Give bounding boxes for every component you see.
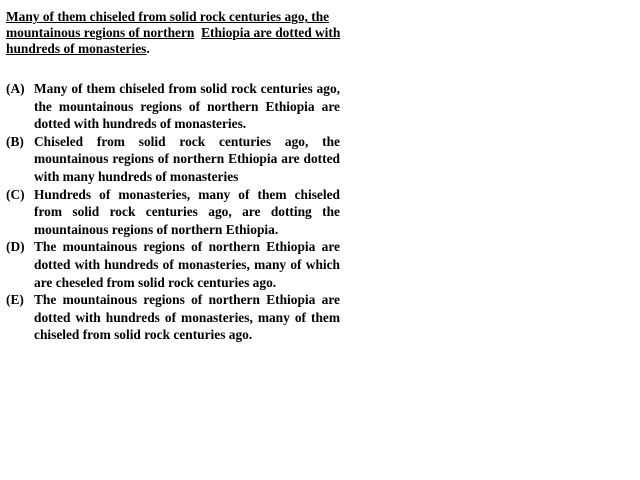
stem-underlined-text: Many of them chiseled from solid rock centuries [6, 9, 285, 24]
choice-e[interactable] [6, 291, 346, 344]
choice-letter: (A) [6, 81, 25, 96]
choice-text: Hundreds of monasteries, many of them chiseled from solid rock centuries ago, are dotting the mountainous regions of northern Ethiopia. [34, 186, 340, 237]
question-stem [6, 9, 346, 57]
choice-c[interactable] [6, 186, 346, 239]
stem-period: . [146, 41, 150, 56]
stem-underlined-text: Ethiopia are dotted with [201, 25, 341, 40]
choice-text: Many of them chiseled from solid rock centuries ago, the mountainous regions of northern Ethiopia are dotted with hundreds of monasteries. [34, 81, 340, 132]
choice-text: The mountainous regions of northern Ethiopia are dotted with hundreds of monasteries, many of them chiseled from solid rock centuries ago. [34, 292, 340, 343]
choice-letter: (E) [6, 292, 24, 308]
stem-line-2 [6, 25, 346, 41]
stem-line-1 [6, 9, 346, 25]
answer-choices [6, 80, 346, 344]
stem-underlined-text: mountainous regions of northern [6, 25, 195, 40]
stem-line-3 [6, 41, 346, 57]
choice-a[interactable] [6, 80, 346, 133]
stem-underlined-text: ago, the [284, 9, 330, 24]
choice-text: Chiseled from solid rock centuries ago, the mountainous regions of northern Ethiopia are dotted with many hundreds of monasteries [34, 133, 340, 184]
choice-b[interactable] [6, 133, 346, 186]
choice-d[interactable] [6, 238, 346, 291]
choice-text: The mountainous regions of northern Ethiopia are dotted with hundreds of monasteries, many of which are cheseled from solid rock centuries ago. [34, 239, 340, 290]
choice-letter: (B) [6, 133, 24, 149]
choice-letter: (D) [6, 239, 25, 255]
stem-underlined-text: hundreds of monasteries [6, 41, 147, 56]
choice-letter: (C) [6, 186, 25, 202]
